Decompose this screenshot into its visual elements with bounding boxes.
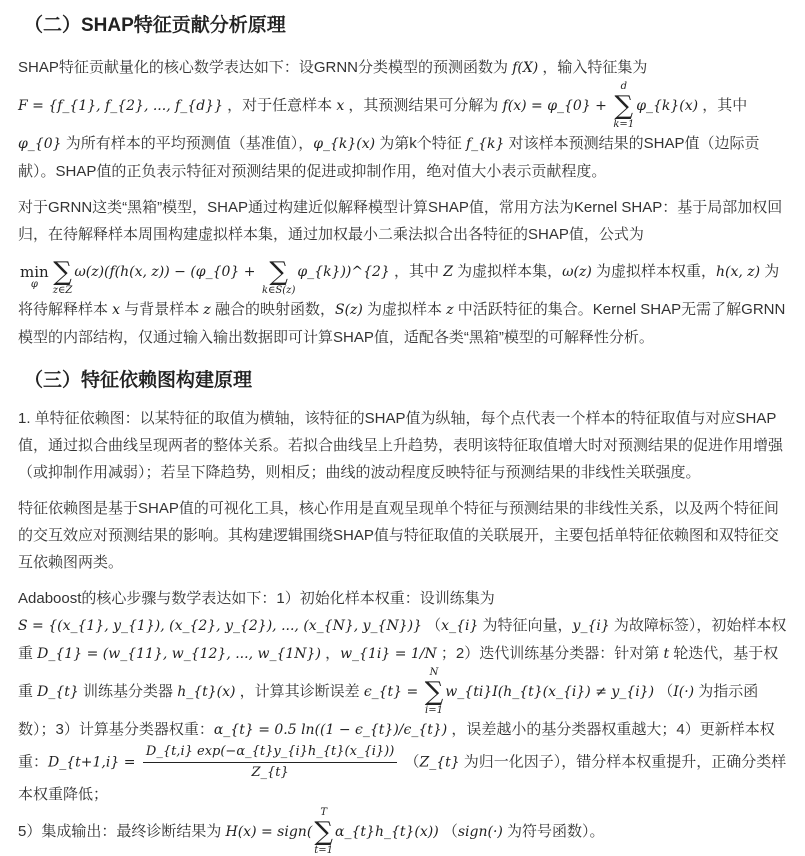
text-run: 为符号函数）。 — [502, 822, 605, 840]
section-heading-dependence: （三）特征依赖图构建原理 — [24, 370, 253, 391]
operator-symbol: min — [20, 262, 49, 281]
math-expression: t — [663, 646, 670, 662]
math-expression: f(X) — [512, 60, 539, 76]
math-expression: h_{t}(x) — [177, 683, 236, 700]
text-run: 为第k个特征 — [375, 135, 466, 152]
min-operator — [20, 255, 49, 290]
math-expression: h(x, z) — [715, 263, 761, 280]
text-run: 为归一化因子），错分样本权重提升，正确分类样本权重降低； — [18, 753, 787, 803]
text-run: Adaboost的核心步骤与数学表达如下：1）初始化样本权重：设训练集为 — [18, 590, 495, 607]
math-expression: φ_{k}(x) — [313, 136, 376, 152]
text-run: 特征依赖图是基于SHAP值的可视化工具，核心作用是直观呈现单个特征与预测结果的非线性关系，以及两个特征间的交互效应对预测结果的影响。其构建逻辑围绕SHAP值与特征取值的关联展开，主要包括单特征依赖图和双特征交互依赖图两类。 — [18, 500, 779, 571]
text-run: 与背景样本 — [120, 301, 204, 318]
text-run: 为特征向量， — [478, 617, 573, 634]
math-expression: I(·) — [673, 683, 695, 700]
math-expression: S = {(x_{1}, y_{1}), (x_{2}, y_{2}), ..., (x_{N}, y_{N})} — [18, 618, 422, 634]
math-expression: ω(z) — [562, 263, 592, 280]
summation-operator — [314, 808, 333, 856]
text-run: ，计算其诊断误差 — [235, 682, 364, 700]
paragraph-single-feature-dependence — [18, 405, 787, 486]
paragraph-adaboost — [18, 585, 787, 856]
lower-limit: k∈S(z) — [261, 285, 296, 296]
text-run: 对该样本预测结果的SHAP值（边际贡献）。SHAP值的正负表示特征对预测结果的促进或抑制作用，绝对值大小表示贡献程度。 — [18, 135, 760, 180]
math-expression: H(x) = sign( — [225, 823, 313, 840]
operator-symbol: ∑ — [424, 677, 444, 707]
text-run: 为将待解释样本 — [18, 262, 780, 318]
text-run: （ — [438, 822, 458, 840]
math-expression: D_{t} — [37, 683, 79, 700]
text-run: 为所有样本的平均预测值（基准值）， — [61, 135, 314, 152]
lower-limit: t=1 — [314, 845, 334, 856]
math-expression: Z_{t} — [419, 754, 460, 771]
text-run: 为虚拟样本权重， — [591, 262, 716, 280]
math-expression: y_{i} — [572, 618, 610, 634]
math-expression: φ_{0} — [18, 136, 62, 152]
fraction — [143, 744, 397, 781]
operator-symbol: ∑ — [269, 257, 288, 287]
math-expression: F = {f_{1}, f_{2}, ..., f_{d}} — [18, 97, 223, 114]
math-expression: α_{t}h_{t}(x)) — [335, 823, 439, 840]
text-run: 中活跃特征的集合。Kernel SHAP无需了解GRNN模型的内部结构，仅通过输入输出数据即可计算SHAP值，适配各类“黑箱”模型的可解释性分析。 — [18, 301, 786, 346]
numerator: D_{t,i} exp(−α_{t}y_{i}h_{t}(x_{i})) — [143, 744, 397, 763]
math-expression: ω(z)(f(h(x, z)) − (φ_{0} + — [74, 263, 260, 280]
math-expression: sign(·) — [457, 823, 503, 840]
math-expression: φ_{k}))^{2} — [297, 263, 390, 280]
math-expression: D_{t+1,i} = — [48, 754, 140, 771]
section-heading-shap: （二）SHAP特征贡献分析原理 — [24, 15, 286, 36]
paragraph-dependence-overview — [18, 495, 787, 576]
math-expression: w_{ti}I(h_{t}(x_{i}) ≠ y_{i}) — [445, 683, 655, 700]
operator-symbol: ∑ — [614, 91, 634, 121]
text-run: （ — [654, 682, 674, 700]
text-run: ；2）迭代训练基分类器：针对第 — [436, 645, 664, 662]
paragraph-shap-formula — [18, 54, 787, 185]
operator-symbol: ∑ — [314, 817, 333, 847]
text-run: ，对于任意样本 — [222, 96, 337, 114]
math-expression: Z — [443, 263, 453, 280]
upper-limit: d — [620, 81, 627, 92]
math-expression: x — [336, 97, 345, 114]
summation-operator — [262, 248, 295, 296]
paragraph-kernel-shap — [18, 194, 787, 351]
math-expression: D_{1} = (w_{11}, w_{12}, ..., w_{1N}) — [37, 646, 321, 662]
text-run: （ — [422, 617, 442, 634]
text-run: 为虚拟样本 — [362, 301, 447, 318]
math-expression: φ_{k}(x) — [636, 97, 699, 114]
math-expression: w_{1i} = 1/N — [340, 646, 437, 662]
math-expression: ϵ_{t} = — [363, 683, 423, 700]
lower-limit: i=1 — [425, 705, 443, 716]
text-run: 为故障标签），初始样本权重 — [18, 617, 787, 662]
math-expression: x — [112, 302, 121, 318]
text-run: ，其中 — [698, 96, 748, 114]
upper-limit: N — [429, 667, 439, 678]
text-run: ，其中 — [389, 262, 444, 280]
math-expression: z — [203, 302, 211, 318]
text-run: （ — [400, 753, 420, 771]
text-run: 对于GRNN这类“黑箱”模型，SHAP通过构建近似解释模型计算SHAP值，常用方法为Kernel SHAP：基于局部加权回归，在待解释样本周围构建虚拟样本集，通过加权最小二乘法拟合出各特征的SHAP值，公式为 — [18, 199, 783, 243]
summation-operator — [53, 248, 73, 296]
text-run: SHAP特征贡献量化的核心数学表达如下：设GRNN分类模型的预测函数为 — [18, 59, 513, 76]
math-expression: S(z) — [334, 302, 363, 318]
denominator: Z_{t} — [251, 765, 289, 780]
text-run: ， — [320, 645, 341, 662]
math-expression: x_{i} — [441, 618, 479, 634]
math-expression: z — [446, 302, 454, 318]
text-run: 训练基分类器 — [78, 682, 178, 700]
text-run: ，其预测结果可分解为 — [344, 96, 503, 114]
summation-operator — [425, 668, 444, 716]
lower-limit: z∈Z — [52, 285, 73, 296]
lower-limit: k=1 — [613, 119, 635, 130]
math-expression: α_{t} = 0.5 ln((1 − ϵ_{t})/ϵ_{t}) — [213, 722, 448, 738]
text-run: ，误差越小的基分类器权重越大；4）更新样本权重： — [18, 721, 775, 771]
operator-symbol: ∑ — [53, 257, 72, 287]
summation-operator — [613, 82, 634, 130]
upper-limit: T — [320, 807, 327, 818]
text-run: 为虚拟样本集， — [452, 262, 563, 280]
text-run: 融合的映射函数， — [210, 301, 335, 318]
math-expression: f(x) = φ_{0} + — [502, 97, 612, 114]
text-run: 5）集成输出：最终诊断结果为 — [18, 822, 226, 840]
math-expression: f_{k} — [465, 136, 505, 152]
lower-limit: φ — [30, 278, 38, 290]
text-run: 轮迭代，基于权重 — [18, 645, 779, 700]
text-run: 1. 单特征依赖图：以某特征的取值为横轴，该特征的SHAP值为纵轴，每个点代表一个样本的特征取值与对应SHAP值，通过拟合曲线呈现两者的整体关系。若拟合曲线呈上升趋势，表明该特征取值增大时对预测结果的促进作用增强（或抑制作用减弱）；若呈下降趋势，则相反；曲线的波动程度反映特征与预测结果的非线性关联强度。 — [18, 410, 784, 481]
text-run: ，输入特征集为 — [538, 59, 648, 76]
text-run: 为指示函数）；3）计算基分类器权重： — [18, 682, 759, 738]
